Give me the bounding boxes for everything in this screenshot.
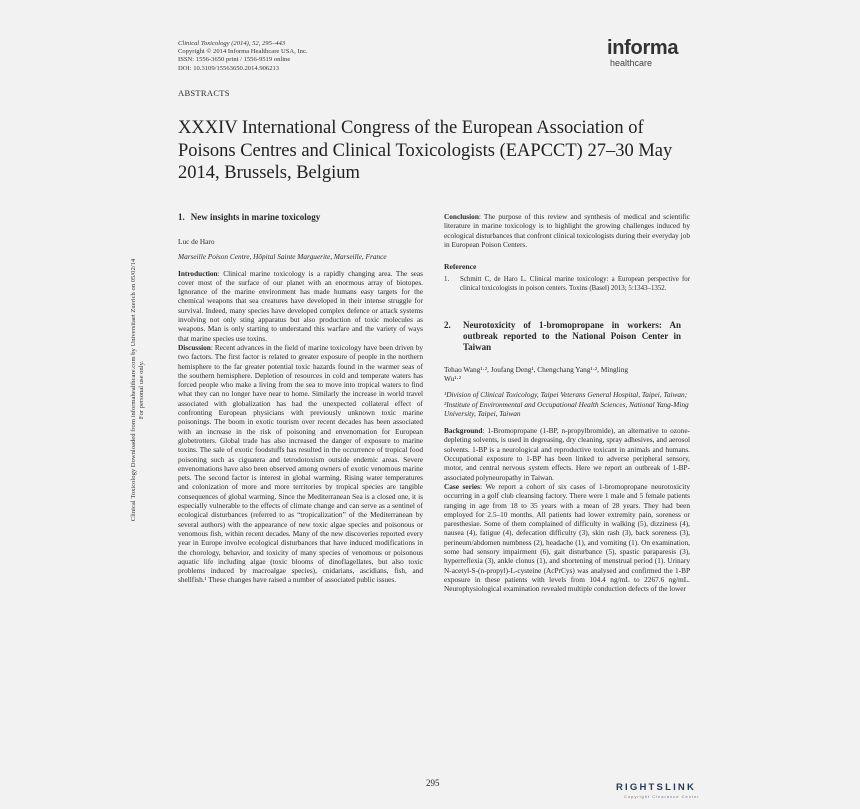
- background-label: Background: [444, 426, 483, 436]
- abstract1-conclusion: [444, 212, 690, 249]
- logo-name: informa: [607, 37, 679, 59]
- doi-line: DOI: 10.3109/15563650.2014.906213: [178, 64, 280, 72]
- abstract1-introduction: [178, 269, 423, 343]
- congress-title: XXXIV International Congress of the European Association of Poisons Centres and Clinical Toxicologists (EAPCCT) 27–30 May 2014, Brussels, Belgium: [178, 118, 673, 183]
- copyright-line: Copyright © 2014 Informa Healthcare USA, Inc.: [178, 48, 308, 56]
- reference-heading: Reference: [444, 262, 477, 272]
- abstract2-background: [444, 426, 690, 482]
- abstract2-heading: [444, 320, 690, 353]
- conclusion-text: : The purpose of this review and synthesis of medical and scientific literature in marine toxicology is to highlight the growing challenges induced by ecological disturbances that confront clinical toxicologists during their everyday job in European Poison Centers.: [444, 212, 690, 249]
- abstract1-discussion: [178, 343, 423, 585]
- abstract2-title: Neurotoxicity of 1-bromopropane in workers: An outbreak reported to the National Poison Center in Taiwan: [463, 319, 681, 352]
- intro-text: : Clinical marine toxicology is a rapidly changing area. The seas cover most of the surface of our planet with an enormous array of biotopes. Ignorance of the marine environment has made humans easy targets for the chemical weapons that sea creatures have developed in their intense struggle for survival. Indeed, many species have developed complex defence or attack systems involving not only sting apparatus but also production of toxic molecules as weapons. Man is only starting to understand this warfare and the variety of ways that marine species use toxins.: [178, 268, 423, 343]
- discussion-label: Discussion: [178, 342, 211, 352]
- publisher-logo: [607, 38, 678, 69]
- rightslink-logo: [616, 782, 700, 799]
- download-notice-line2: For personal use only.: [138, 360, 145, 420]
- page-number: 295: [426, 778, 440, 788]
- rightslink-sub: Copyright Clearance Center: [624, 794, 700, 799]
- intro-label: Introduction: [178, 268, 218, 278]
- abstract2-affiliation: ¹Division of Clinical Toxicology, Taipei Veterans General Hospital, Taipei, Taiwan; ²Institute of Environmental and Occupational Health Sciences, National Yang-Ming University, Taipei, Taiwan: [444, 390, 689, 418]
- abstract1-number: 1.: [178, 212, 185, 222]
- abstract1-affiliation: Marseille Poison Centre, Hôpital Sainte Marguerite, Marseille, France: [178, 252, 387, 262]
- abstract1-title: New insights in marine toxicology: [190, 212, 321, 222]
- journal-citation: Clinical Toxicology (2014), 52, 295–443: [178, 40, 286, 47]
- background-text: : 1-Bromopropane (1-BP, n-propylbromide), an alternative to ozone-depleting solvents, is used in degreasing, dry cleaning, spray adhesives, and aerosol solvents. 1-BP is a neurological and reproductive toxicant in animals and humans. Occupational exposure to 1-BP has been linked to adverse peripheral sensory, motor, and central nervous system effects. Here we report an outbreak of 1-BP-associated polyneuropathy in Taiwan.: [444, 426, 690, 482]
- reference-text: Schmitt C, de Haro L. Clinical marine toxicology: a European perspective for clinical toxicologists in poison centers. Toxins (Basel) 2013; 5:1343–1352.: [460, 276, 690, 293]
- download-notice-line1: Clinical Toxicology Downloaded from informahealthcare.com by Universitaet Zuerich on 05/02/14: [130, 258, 137, 522]
- abstract1-heading: [178, 212, 423, 223]
- reference-item: [444, 276, 690, 293]
- abstract2-number: 2.: [444, 319, 451, 330]
- case-series-text: : We report a cohort of six cases of 1-bromopropane neurotoxicity occurring in a golf club cleansing factory. There were 1 male and 5 female patients ranging in age from 18 to 35 years with a mean of 28 years. They had been employed for 2.5–10 months. All patients had lower extremity pain, soreness or paresthesiae. Some of them complained of difficulty in walking (5), dizziness (4), nausea (4), fatigue (4), defecation difficulty (3), skin rash (3), back soreness (3), perineum/abdomen numbness (2), headache (1), and vomiting (1). On examination, some had sensory impairment (6), gait disturbance (5), spastic paraparesis (3), hyperreflexia (3), ankle clonus (1), and shortening of menstrual period (1). Urinary N-acetyl-S-(n-propyl)-L-cysteine (AcPrCys) was analysed and confirmed the 1-BP exposure in these patients with levels from 104.4 ng/mL to 2267.6 ng/mL. Neurophysiological examination revealed multiple conduction defects of the lower: [444, 481, 691, 594]
- logo-sub: healthcare: [610, 58, 653, 68]
- left-column: [178, 212, 423, 585]
- conclusion-label: Conclusion: [444, 212, 479, 221]
- abstract2-authors: Tehao Wang¹·², Joufang Deng¹, Chengchang Yang¹·², Mingling Wu¹·²: [444, 364, 628, 383]
- reference-number: 1.: [444, 276, 450, 284]
- rightslink-name: RIGHTSLINK: [616, 782, 697, 793]
- discussion-text: : Recent advances in the field of marine toxicology have been driven by two factors. The first factor is related to greater exposure of people in the northern hemisphere to the far greater potential toxic hazards found in the warmer seas of the southern hemisphere. Depletion of resources in cold and temperate waters has forced people who make a living from the sea to move into tropical waters to find what they can no longer have near to home. Similarly the increase in world travel associated with globalization has had the unexpected collateral effect of confronting European physicians with previously unknown toxic marine poisonings. The boom in exotic tourism over recent decades has been associated with an increase in the risk of poisoning and envenomation for European globetrotters. Global trade has also increased the danger of exposure to marine toxins. The sale of exotic foodstuffs has resulted in the occurrence of tropical food poisoning such as ciguatera and tetrodotoxism outside endemic areas. Severe envenomations have also been observed among owners of exotic venomous marine pets. The second factor is interest in global warming. Rising water temperatures and colonization of more and more territories by tropical species are tangible consequences of global warming. Since the Mediterranean Sea is a closed one, it is especially vulnerable to the effects of climate change and can serve as a sentinel of ecological disturbances (referred to as “tropicalization” of the Mediterranean by several authors) with the appearance of new toxic algae species and poisonous or venomous fish, within recent decades. Many of the new discoveries reported every year in Europe involve ecological disturbances that have induced modifications in the chorology, behavior, and toxicity of many species of venomous or poisonous aquatic life including algae (toxic blooms of dinoflagellates, but also toxic problems induced by macroalgae species), cnidarians, ascidians, fish, and shellfish.¹ These changes have raised a number of associated public issues.: [178, 342, 423, 585]
- abstract1-author: Luc de Haro: [178, 237, 215, 246]
- case-series-label: Case series: [444, 481, 480, 491]
- section-label: ABSTRACTS: [178, 88, 230, 98]
- issn-line: ISSN: 1556-3650 print / 1556-9519 online: [178, 56, 291, 64]
- right-column: [444, 212, 690, 594]
- journal-metadata: [178, 40, 308, 73]
- abstract2-case-series: [444, 482, 690, 594]
- download-notice: [130, 220, 146, 560]
